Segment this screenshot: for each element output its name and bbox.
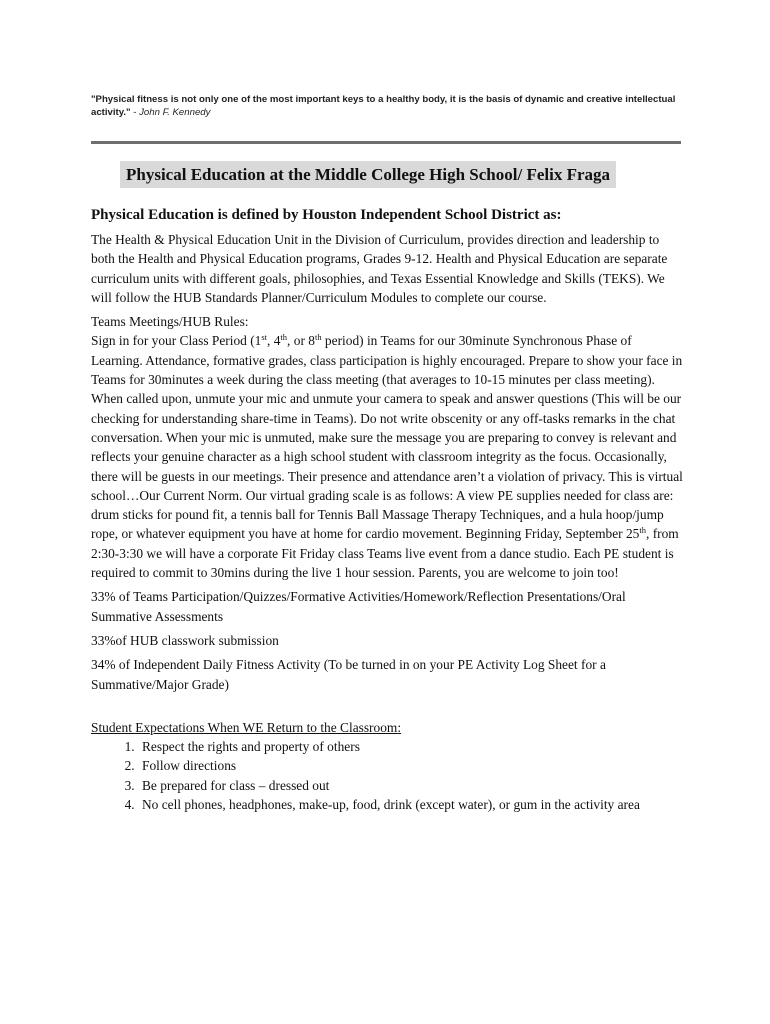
rules-superscript-4: th [639,525,646,536]
quote-author: John F. Kennedy [139,106,211,118]
list-item: 2. Follow directions [138,756,683,775]
list-item: 1. Respect the rights and property of others [138,737,683,756]
rules-text-1: Sign in for your Class Period (1 [91,333,262,349]
expectations-heading [91,718,683,737]
rules-superscript-3: th [314,332,322,343]
rules-text-2: , 4 [267,333,281,349]
grading-item: 33%of HUB classwork submission [91,632,279,648]
quote-separator: - [130,106,140,118]
expectations-section [91,718,683,814]
rules-text-5: , from 2:30-3:30 we will have a corporate Fit Friday class Teams live event from a dance studio. Each PE student is required to commit to 30mins during the live 1 hour session. Parents, you are welcome to join too! [91,526,679,581]
document-body [91,230,683,814]
list-item: 4. No cell phones, headphones, make-up, food, drink (except water), or gum in the activity area [138,795,683,814]
definition-paragraph: The Health & Physical Education Unit in the Division of Curriculum, provides direction and leadership to both the Health and Physical Education programs, Grades 9-12. Health and Physical Education are separate curriculum units with different goals, philosophies, and Texas Essential Knowledge and Skills (TEKS). We will follow the HUB Standards Planner/Curriculum Modules to complete our course. [91,232,668,305]
quote-text: "Physical fitness is not only one of the most important keys to a healthy body, it is the basis of dynamic and creative intellectual activity." [91,94,676,118]
rules-superscript-1: st [261,332,268,343]
rules-paragraph [91,331,683,582]
expectations-title: Student Expectations When WE Return to the Classroom [91,719,398,735]
rules-heading: Teams Meetings/HUB Rules: [91,314,249,330]
rules-text-3: , or 8 [287,333,315,349]
epigraph-quote [91,94,681,119]
rules-text-4: period) in Teams for our 30minute Synchronous Phase of Learning. Attendance, formative grades, class participation is highly encouraged. Prepare to show your face in Teams for 30minutes a week during the class meeting (that averages to 10-15 minutes per class meeting). When called upon, unmute your mic and unmute your camera to speak and answer questions (This will be our checking for understanding share-time in Teams). Do not write obscenity or any off-tasks remarks in the chat conversation. When your mic is unmuted, make sure the message you are preparing to convey is relevant and reflects your genuine character as a high school student with classroom integrity as the focus. Occasionally, there will be guests in our meetings. Their presence and attendance aren’t a violation of privacy. This is virtual school…Our Current Norm. Our virtual grading scale is as follows: A view PE supplies needed for class are: drum sticks for pound fit, a tennis ball for Tennis Ball Massage Therapy Techniques, and a hula hoop/jump rope, or whatever equipment you have at home for cardio movement. Beginning Friday, September 25 [91,333,683,542]
expectations-colon: : [397,719,402,735]
definition-heading: Physical Education is defined by Houston Independent School District as: [91,207,562,223]
grading-item: 33% of Teams Participation/Quizzes/Formative Activities/Homework/Reflection Presentations/Oral Summative Assessments [91,589,626,624]
horizontal-divider [91,141,681,144]
expectations-list [91,737,683,814]
rules-superscript-2: th [280,332,288,343]
grading-item: 34% of Independent Daily Fitness Activity (To be turned in on your PE Activity Log Sheet for a Summative/Major Grade) [91,657,606,692]
page-title: Physical Education at the Middle College High School/ Felix Fraga [120,161,616,188]
list-item: 3. Be prepared for class – dressed out [138,776,683,795]
